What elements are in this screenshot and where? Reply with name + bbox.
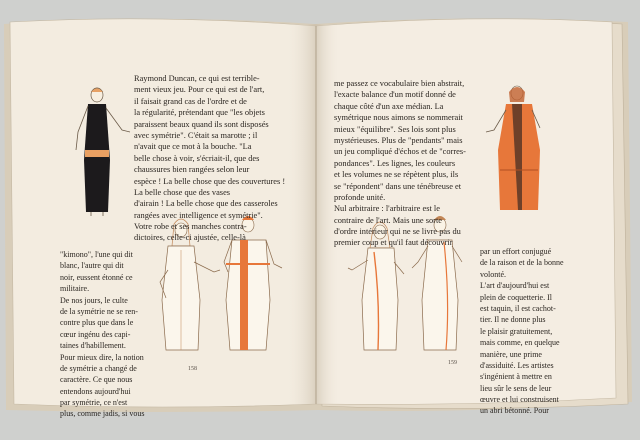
text-line: Pour mieux dire, la notion — [60, 352, 144, 362]
text-line: manière, une prime — [480, 349, 542, 359]
text-line: plus, comme jadis, si vous — [60, 409, 145, 419]
text-line: taines d'habillement. — [60, 341, 126, 351]
text-line: chaque côté d'un axe médian. La — [334, 101, 444, 111]
text-line: d'assiduité. Les artistes — [480, 360, 554, 370]
text-line: d'ordre intérieur qui ne se livre pas du — [334, 227, 461, 237]
text-line: paraissent beaux quand ils sont disposés — [134, 119, 269, 129]
text-line: dictoires, celle-ci ajustée, celle-là — [134, 233, 246, 243]
text-line: tier. Il ne donne plus — [480, 315, 546, 325]
text-line: L'art d'aujourd'hui est — [480, 281, 550, 291]
text-line: œuvre et lui construisent — [480, 395, 559, 405]
left-page-column-text — [134, 73, 285, 244]
text-line: volonté. — [480, 269, 506, 279]
left-page-number: 158 — [188, 366, 197, 372]
text-line: pondances". Les lignes, les couleurs — [334, 158, 456, 168]
text-line: le plaisir gratuitement, — [480, 326, 553, 336]
text-line: Raymond Duncan, ce qui est terrible- — [134, 74, 260, 83]
text-line: ment vieux jeu. Pour ce qui est de l'art, — [134, 85, 265, 95]
text-line: espèce ! La belle chose que des couvertures ! — [134, 176, 286, 186]
right-page-number: 159 — [448, 360, 457, 366]
text-line: cœur ingénu des capi- — [60, 329, 131, 339]
text-line: et les volumes ne se répètent plus, ils — [334, 170, 459, 180]
text-line: contraire de l'art. Mais une sorte — [334, 215, 443, 225]
text-line: me passez ce vocabulaire bien abstrait, — [334, 79, 465, 88]
text-line: l'exacte balance d'un motif donné de — [334, 90, 456, 100]
text-line: noir, eussent étonné ce — [60, 272, 133, 282]
text-line: par symétrie, ce n'est — [60, 398, 128, 408]
text-line: premier coup et qu'il faut découvrir — [334, 238, 453, 248]
text-line: la régularité, prétendant que "les objets — [134, 108, 265, 118]
text-line: mais comme, en quelque — [480, 338, 560, 348]
text-line: de symétrie a changé de — [60, 363, 137, 373]
text-line: Nul arbitraire : l'arbitraire est le — [334, 204, 440, 214]
text-line: symétrique nous aimons se nommerait — [334, 113, 463, 123]
left-page-side-text — [60, 249, 144, 420]
right-page-column-text — [334, 78, 466, 249]
text-line: militaire. — [60, 284, 90, 294]
text-line: avec symétrie". C'était sa marotte ; il — [134, 130, 258, 140]
text-line: n'avait que ce mot à la bouche. "La — [134, 142, 252, 152]
text-line: contre plus que dans le — [60, 318, 134, 328]
text-line: caractère. Ce que nous — [60, 375, 133, 385]
text-line: profonde unité. — [334, 192, 386, 202]
text-line: De nos jours, le culte — [60, 295, 128, 305]
text-line: par un effort conjugué — [480, 247, 552, 256]
text-line: s'ingénient à mettre en — [480, 372, 552, 382]
text-line: il faisait grand cas de l'ordre et de — [134, 96, 247, 106]
text-line: "kimono", l'une qui dit — [60, 250, 133, 259]
text-line: plein de coquetterie. Il — [480, 292, 552, 302]
text-line: mieux "équilibre". Ses lois sont plus — [334, 124, 456, 134]
text-line: belle chose à voir, s'écriait-il, que des — [134, 153, 260, 163]
text-line: entendons aujourd'hui — [60, 386, 131, 396]
text-line: La belle chose que des vases — [134, 187, 231, 197]
text-line: Votre robe et ses manches contra- — [134, 222, 247, 232]
text-line: se "répondent" dans une ténébreuse et — [334, 181, 462, 191]
text-line: lieu sûr le sens de leur — [480, 383, 552, 393]
text-line: chaussures bien rangées selon leur — [134, 165, 250, 175]
text-line: mystérieuses. Plus de "pendants" mais — [334, 135, 463, 145]
right-page-side-text — [480, 246, 564, 417]
text-line: un abri bétonné. Pour — [480, 406, 549, 416]
text-line: de la raison et de la bonne — [480, 258, 564, 268]
text-line: de la symétrie ne se ren- — [60, 306, 138, 316]
text-line: est taquin, il est cachot- — [480, 303, 556, 313]
text-line: rangées avec intelligence et symétrie". — [134, 210, 263, 220]
text-line: d'airain ! La belle chose que des casseroles — [134, 199, 278, 209]
gutter-shadow-left — [286, 24, 316, 404]
text-line: un jeu compliqué d'échos et de "corres- — [334, 147, 466, 157]
text-line: blanc, l'autre qui dit — [60, 261, 124, 271]
